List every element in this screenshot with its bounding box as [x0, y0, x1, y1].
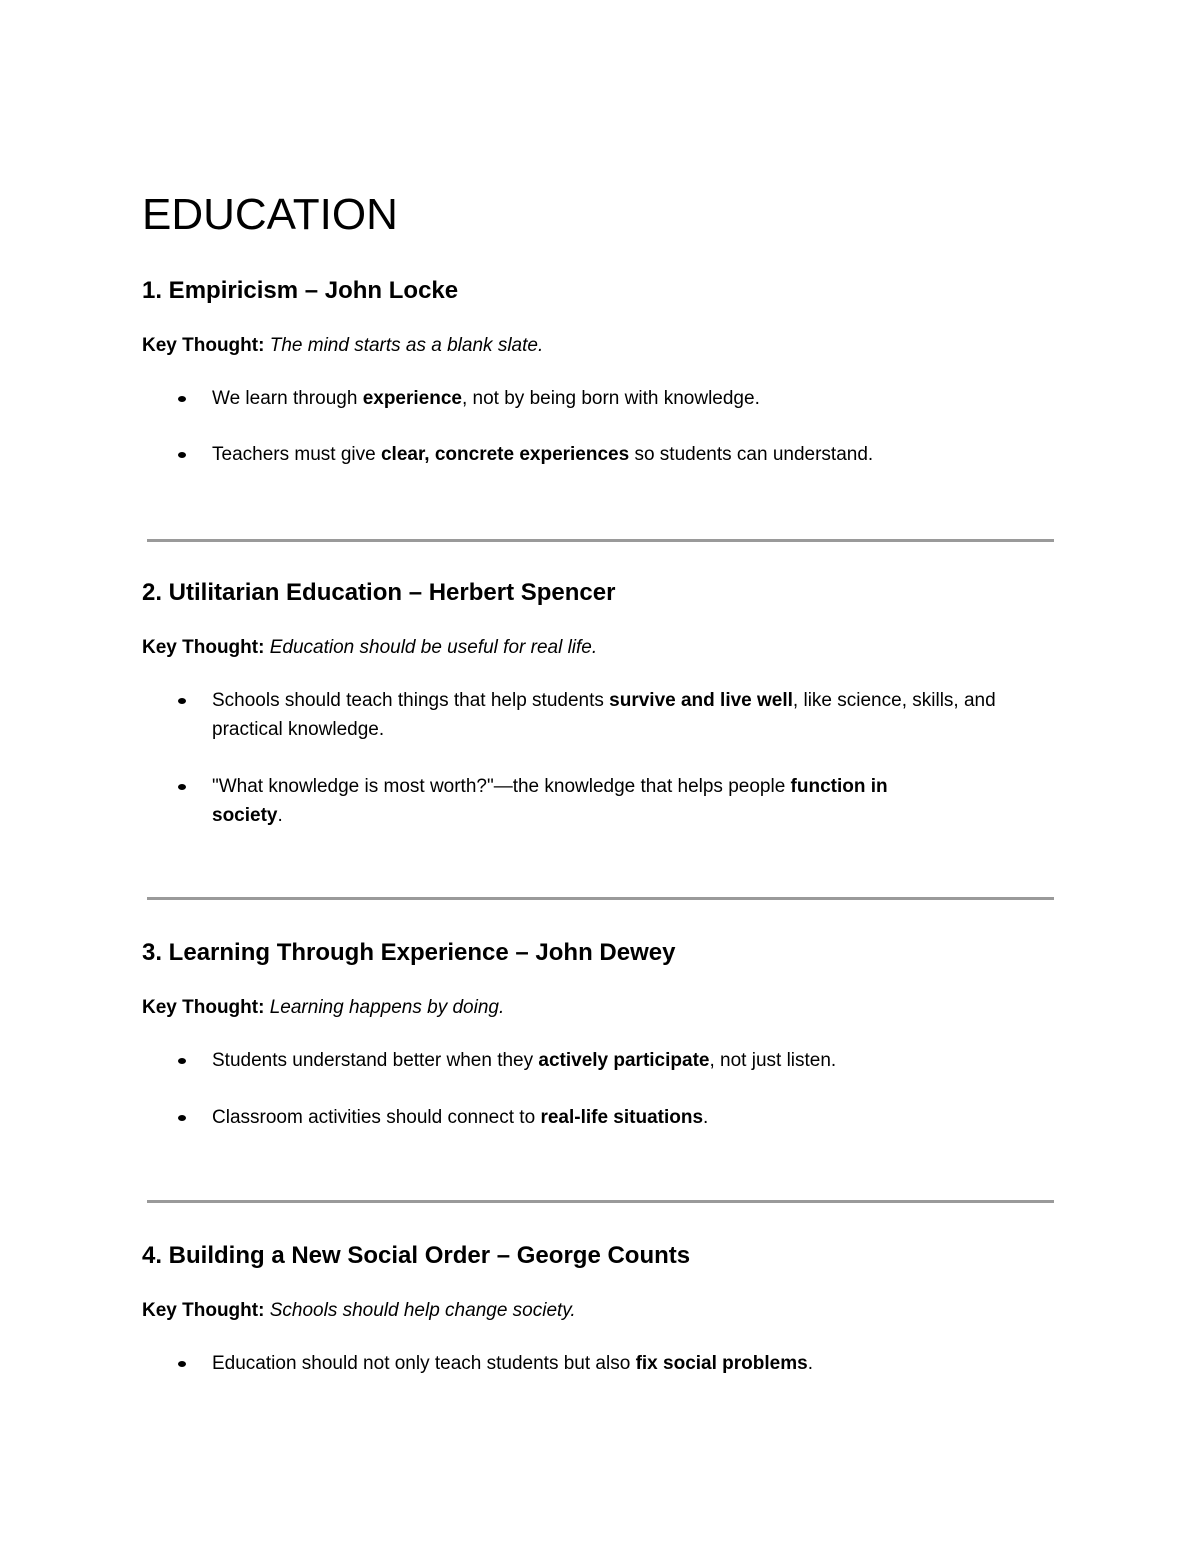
key-thought-text: Learning happens by doing.: [269, 997, 505, 1018]
section-learning-through-experience: [142, 938, 1082, 1128]
list-item-text: We learn through experience, not by being born with knowledge.: [212, 388, 760, 409]
key-thought: [142, 635, 597, 661]
list-item-text: Schools should teach things that help students survive and live well, like science, skills, and practical knowledge.: [212, 690, 996, 740]
key-thought-text: The mind starts as a blank slate.: [269, 335, 544, 356]
bullet-icon: [178, 1361, 186, 1367]
key-thought-label: Key Thought:: [142, 997, 265, 1018]
key-thought: [142, 1298, 576, 1324]
key-thought: [142, 333, 543, 359]
section-divider: [147, 1200, 1054, 1203]
key-thought: [142, 995, 504, 1021]
section-utilitarian-education: [142, 578, 1082, 826]
key-thought-label: Key Thought:: [142, 637, 265, 658]
section-divider: [147, 539, 1054, 542]
bullet-icon: [178, 452, 186, 458]
section-empiricism: [142, 276, 1082, 465]
list-item: [142, 1349, 1067, 1378]
section-heading: 3. Learning Through Experience – John Dewey: [142, 939, 676, 966]
list-item: [142, 1046, 1067, 1075]
list-item: [142, 686, 1067, 744]
key-thought-text: Schools should help change society.: [269, 1300, 576, 1321]
list-item-text: "What knowledge is most worth?"—the knowledge that helps people function in society.: [212, 776, 888, 826]
list-item-text: Students understand better when they actively participate, not just listen.: [212, 1050, 837, 1071]
section-divider: [147, 897, 1054, 900]
list-item-text: Education should not only teach students but also fix social problems.: [212, 1353, 813, 1374]
key-thought-label: Key Thought:: [142, 335, 265, 356]
list-item: [142, 384, 1067, 413]
section-new-social-order: [142, 1241, 1082, 1374]
document-title: EDUCATION: [142, 190, 398, 239]
key-thought-label: Key Thought:: [142, 1300, 265, 1321]
list-item-text: Teachers must give clear, concrete experiences so students can understand.: [212, 444, 874, 465]
section-heading: 2. Utilitarian Education – Herbert Spencer: [142, 579, 616, 606]
list-item-text: Classroom activities should connect to real-life situations.: [212, 1107, 709, 1128]
list-item: [142, 1103, 1067, 1132]
list-item: [142, 440, 1067, 469]
bullet-icon: [178, 396, 186, 402]
bullet-icon: [178, 698, 186, 704]
bullet-icon: [178, 1058, 186, 1064]
key-thought-text: Education should be useful for real life.: [269, 637, 598, 658]
section-heading: 4. Building a New Social Order – George Counts: [142, 1242, 691, 1269]
section-heading: 1. Empiricism – John Locke: [142, 277, 459, 304]
bullet-icon: [178, 1115, 186, 1121]
list-item: [142, 772, 932, 830]
bullet-icon: [178, 784, 186, 790]
